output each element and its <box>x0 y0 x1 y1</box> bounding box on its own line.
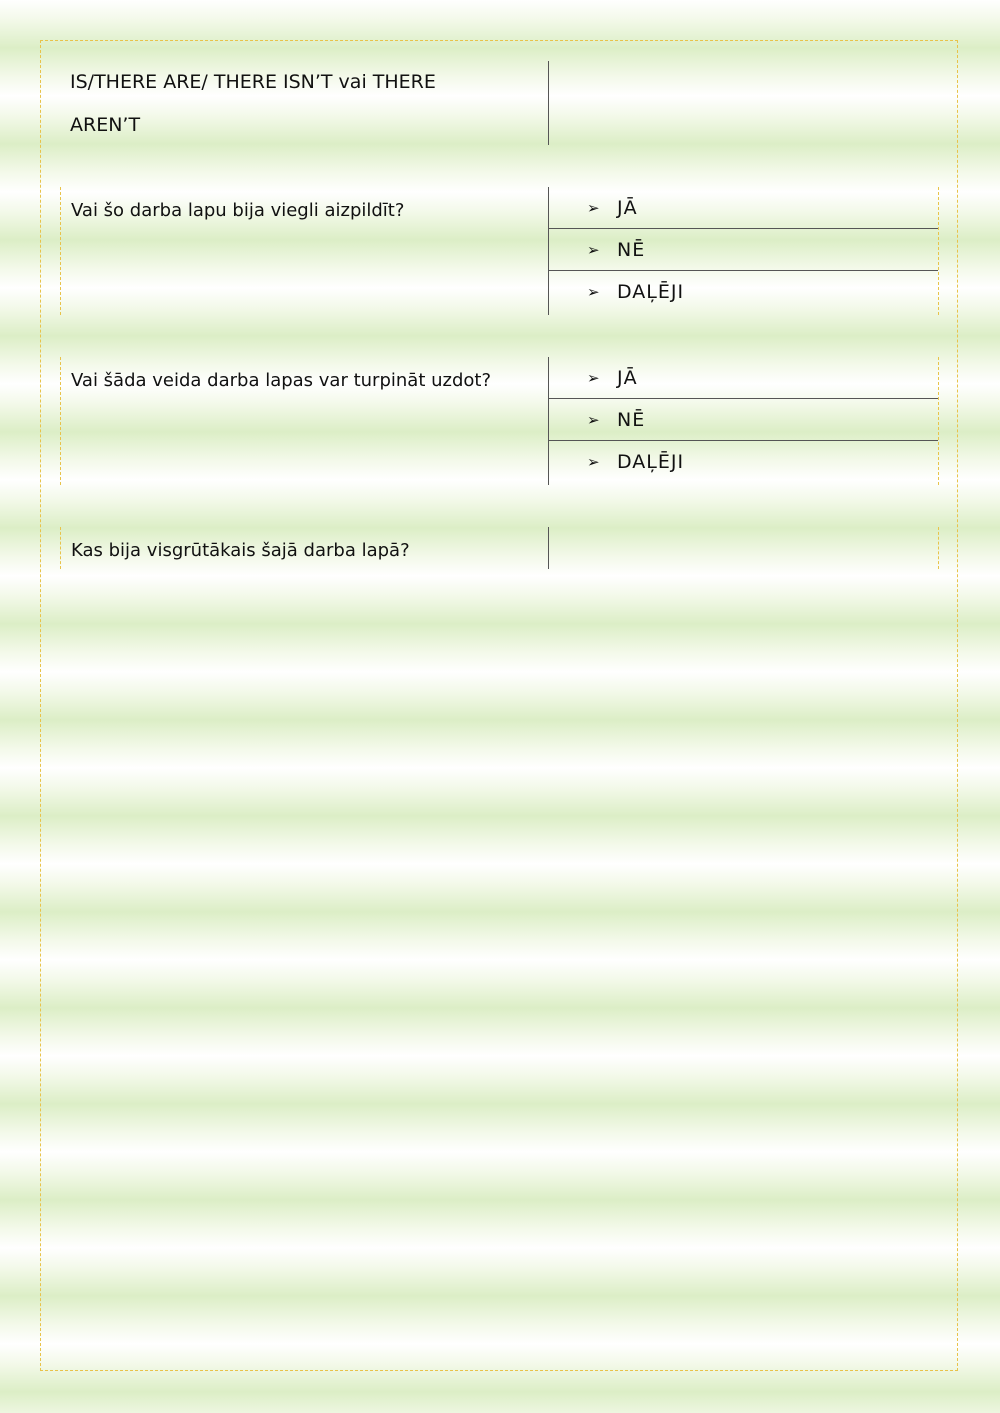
question-text-2: Vai šāda veida darba lapas var turpināt uzdot? <box>60 357 548 485</box>
arrow-bullet-icon: ➢ <box>587 410 601 429</box>
title-cell <box>60 61 548 145</box>
option-daleji-2[interactable] <box>549 441 938 483</box>
option-ne-1[interactable] <box>549 229 938 271</box>
question-row-3 <box>60 527 939 569</box>
option-label: DAĻĒJI <box>617 281 685 303</box>
option-label: JĀ <box>617 196 638 219</box>
arrow-bullet-icon: ➢ <box>587 283 601 301</box>
title-row <box>60 61 939 145</box>
option-label: NĒ <box>617 238 646 261</box>
answer-options-2 <box>548 357 939 485</box>
arrow-bullet-icon: ➢ <box>587 453 601 471</box>
answer-field-3[interactable] <box>548 527 939 569</box>
option-label: JĀ <box>617 366 638 389</box>
option-ja-2[interactable] <box>549 357 938 399</box>
question-row-1 <box>60 187 939 315</box>
arrow-bullet-icon: ➢ <box>587 368 601 387</box>
answer-options-1 <box>548 187 939 315</box>
option-label: NĒ <box>617 408 646 431</box>
question-row-2 <box>60 357 939 485</box>
arrow-bullet-icon: ➢ <box>587 240 601 259</box>
arrow-bullet-icon: ➢ <box>587 198 601 217</box>
option-ja-1[interactable] <box>549 187 938 229</box>
question-text-1: Vai šo darba lapu bija viegli aizpildīt? <box>60 187 548 315</box>
page-title-line-2: AREN’T <box>70 114 141 136</box>
option-daleji-1[interactable] <box>549 271 938 313</box>
option-ne-2[interactable] <box>549 399 938 441</box>
option-label: DAĻĒJI <box>617 451 685 473</box>
question-text-3: Kas bija visgrūtākais šajā darba lapā? <box>60 527 548 569</box>
title-answer-cell[interactable] <box>548 61 939 145</box>
page-title-line-1: IS/THERE ARE/ THERE ISN’T vai THERE <box>70 71 436 93</box>
